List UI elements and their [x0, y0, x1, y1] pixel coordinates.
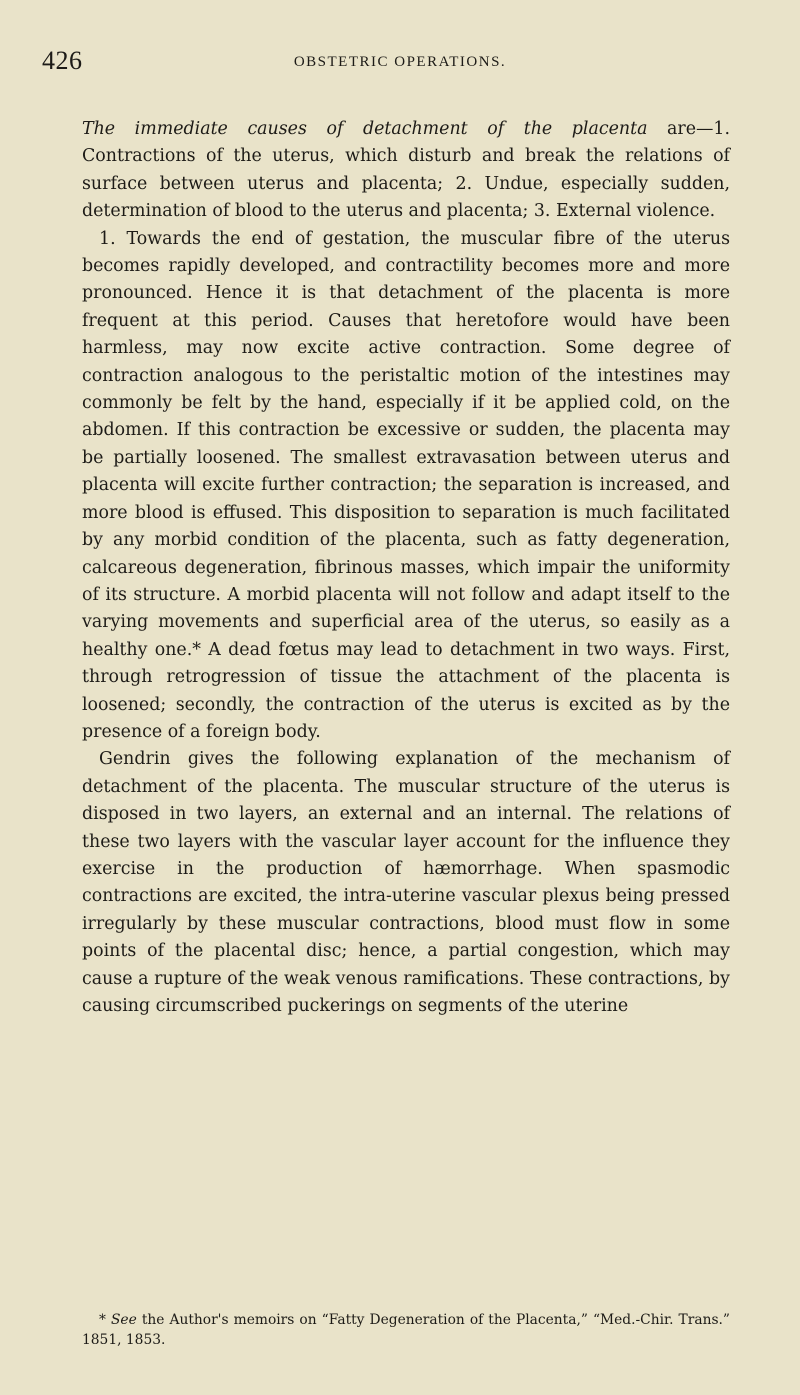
running-head: OBSTETRIC OPERATIONS. [293, 54, 507, 70]
footnote-see: See [110, 1312, 137, 1328]
page-header [40, 46, 760, 80]
paragraph-text: are—1. Contractions of the uterus, which disturb and break the relations of surface between uterus and placenta; 2. Undue, especially sudden, determination of blood to the uterus and placenta; 3. External violence. [82, 119, 730, 222]
footnote-marker: * [99, 1312, 111, 1328]
footnote-text: the Author's memoirs on “Fatty Degeneration of the Placenta,” “Med.-Chir. Trans.” 1851, 1853. [82, 1312, 730, 1348]
body-text [82, 116, 730, 1020]
footnote [82, 1310, 730, 1350]
italic-lead-phrase: The immediate causes of detachment of the placenta [82, 119, 648, 139]
paragraph-gestation: 1. Towards the end of gestation, the muscular fibre of the uterus becomes rapidly developed, and contractility becomes more and more pronounced. Hence it is that detachment of the placenta is more frequent at this period. Causes that heretofore would have been harmless, may now excite active contraction. Some degree of contraction analogous to the peristaltic motion of the intestines may commonly be felt by the hand, especially if it be applied cold, on the abdomen. If this contraction be excessive or sudden, the placenta may be partially loosened. The smallest extravasation between uterus and placenta will excite further contraction; the separation is increased, and more blood is effused. This disposition to separation is much facilitated by any morbid condition of the placenta, such as fatty degeneration, calcareous degeneration, fibrinous masses, which impair the uniformity of its structure. A morbid placenta will not follow and adapt itself to the varying movements and superficial area of the uterus, so easily as a healthy one.* A dead fœtus may lead to detachment in two ways. First, through retrogression of tissue the attachment of the placenta is loosened; secondly, the contraction of the uterus is excited as by the presence of a foreign body. [82, 228, 730, 742]
page-number: 426 [42, 46, 83, 75]
paragraph-gendrin: Gendrin gives the following explanation of the mechanism of detachment of the placenta. The muscular structure of the uterus is disposed in two layers, an external and an internal. The relations of these two layers with the vascular layer account for the influence they exercise in the production of hæmorrhage. When spasmodic contractions are excited, the intra-uterine vascular plexus being pressed irregularly by these muscular contractions, blood must flow in some points of the placental disc; hence, a partial congestion, which may cause a rupture of the weak venous ramifications. These contractions, by causing circumscribed puckerings on segments of the uterine [82, 749, 730, 1016]
paragraph-immediate-causes [82, 116, 730, 226]
